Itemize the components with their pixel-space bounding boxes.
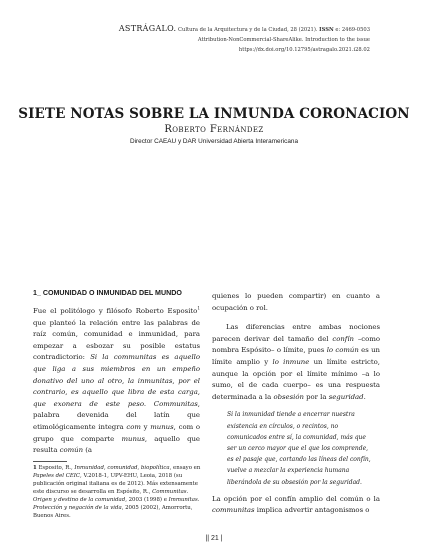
italic-span: Si la communitas es aquello que liga a sus miembros en un empeño donativo del uno al otro, la inmunitas, por el contrario, es aquello que libra de esta carga, que exonera de este peso. (33, 353, 200, 408)
paragraph-3 (212, 494, 380, 517)
text-span: , palabra devenida del latín que etimológicamente integra (33, 399, 200, 431)
italic-span: munus (121, 434, 145, 443)
text-span: que planteó la relación entre las palabras de raíz común, comunidad e inmunidad, para empezar a esbozar su posible estatus contradictorio: (33, 318, 200, 362)
footnote (33, 464, 201, 520)
italic-span: com (126, 422, 141, 431)
article-author: Roberto Fernández (164, 124, 264, 135)
text-span: por la (303, 392, 329, 401)
text-span: implica advertir antagonismos o (254, 506, 370, 515)
text-span: Fue el politólogo y filósofo Roberto Esposito (33, 307, 198, 315)
left-column (33, 288, 200, 457)
italic-span: confín (332, 334, 354, 343)
text-span: , com o grupo que comparte (33, 422, 201, 443)
italic-span: munus (150, 422, 174, 431)
footnote-ref[interactable]: 1 (197, 305, 200, 311)
text-span: La opción por el confín amplio del común o la (212, 494, 380, 503)
italic-span: Inmunidad, comunidad, biopolítica (74, 465, 170, 471)
text-span: , aquello que resulta (33, 434, 200, 455)
article-title: SIETE NOTAS SOBRE LA INMUNDA CORONACION (18, 106, 410, 122)
text-span: , 2003 (1998) e (125, 497, 169, 503)
running-header-journal (119, 24, 370, 33)
journal-name: ASTRÁGALO. (118, 24, 177, 33)
paragraph-2 (212, 322, 380, 403)
text-span: , 2005 (2002), Amorrortu, Buenos Aires. (33, 505, 193, 519)
author-affiliation: Director CAEAU y DAR Universidad Abierta Interamericana (130, 138, 298, 145)
intro-text: Introduction to the issue (305, 37, 370, 43)
italic-span: obsesión (273, 392, 304, 401)
text-span: . (363, 392, 366, 401)
text-span: y (140, 422, 151, 431)
text-span: , ensayo en (169, 465, 201, 471)
right-column (212, 291, 380, 517)
italic-span: seguridad (328, 392, 364, 401)
italic-span: común (59, 446, 84, 455)
text-span: –como nombra Espósito– o límite, pues (212, 334, 380, 355)
text-span: Esposito, R., (36, 465, 75, 471)
paragraph-continued: quienes lo pueden compartir) en cuanto a ocupación o rol. (212, 292, 380, 312)
text-span (146, 400, 154, 408)
footnote-rule (33, 461, 67, 462)
text-span: un límite estricto, aunque la opción por el límite mínimo –a lo sumo, el de cada cuerpo– es una respuesta determinada a la (212, 357, 380, 401)
issn-label: ISSN (319, 27, 334, 33)
text-span: Las diferencias entre ambas nociones parecen derivar del tamaño del (212, 323, 380, 343)
running-header-license (198, 37, 370, 43)
page-number: || 21 | (205, 535, 223, 542)
text-span: (a (83, 446, 93, 455)
italic-span: Communitas. Origen y destino de la comunidad (33, 489, 189, 503)
text-span: es un límite amplio y (212, 346, 380, 366)
journal-subtitle: Cultura de la Arquitectura y de la Ciudad, 28 (2021). (178, 27, 318, 33)
license-text: Attribution-NonCommercial-ShareAlike. (197, 37, 304, 43)
italic-span: Immunitas. Protección y negación de la vida (33, 497, 200, 511)
text-span: , V.2018-1, UPV-EHU, Leoia, 2018 (su publicación original italiana es de 2012). Más extensamente este discurso se desarrolla en Espósito, R., (33, 473, 198, 495)
issn-value: e: 2469-0503 (335, 27, 370, 33)
section-heading: 1_ COMUNIDAD O INMUNIDAD DEL MUNDO (33, 289, 182, 297)
italic-span: Communitas (153, 399, 198, 408)
italic-span: Papeles del CEIC (33, 473, 81, 479)
block-quote: Si la inmunidad tiende a encerrar nuestra existencia en círculos, o recintos, no comunicados entre sí, la comunidad, más que ser un cerco mayor que el que los comprende, es el pasaje que, cortando las líneas del confín, vuelve a mezclar la experiencia humana liberándola de su obsesión por la seguridad. (227, 411, 371, 486)
italic-span: lo común (326, 346, 359, 355)
footnote-number: 1 (33, 465, 37, 471)
italic-span: communitas (212, 506, 255, 515)
paragraph-1 (33, 306, 200, 457)
italic-span: lo inmune (272, 357, 310, 366)
doi-link[interactable]: https://dx.doi.org/10.12795/astragalo.2021.i28.02 (238, 47, 370, 53)
